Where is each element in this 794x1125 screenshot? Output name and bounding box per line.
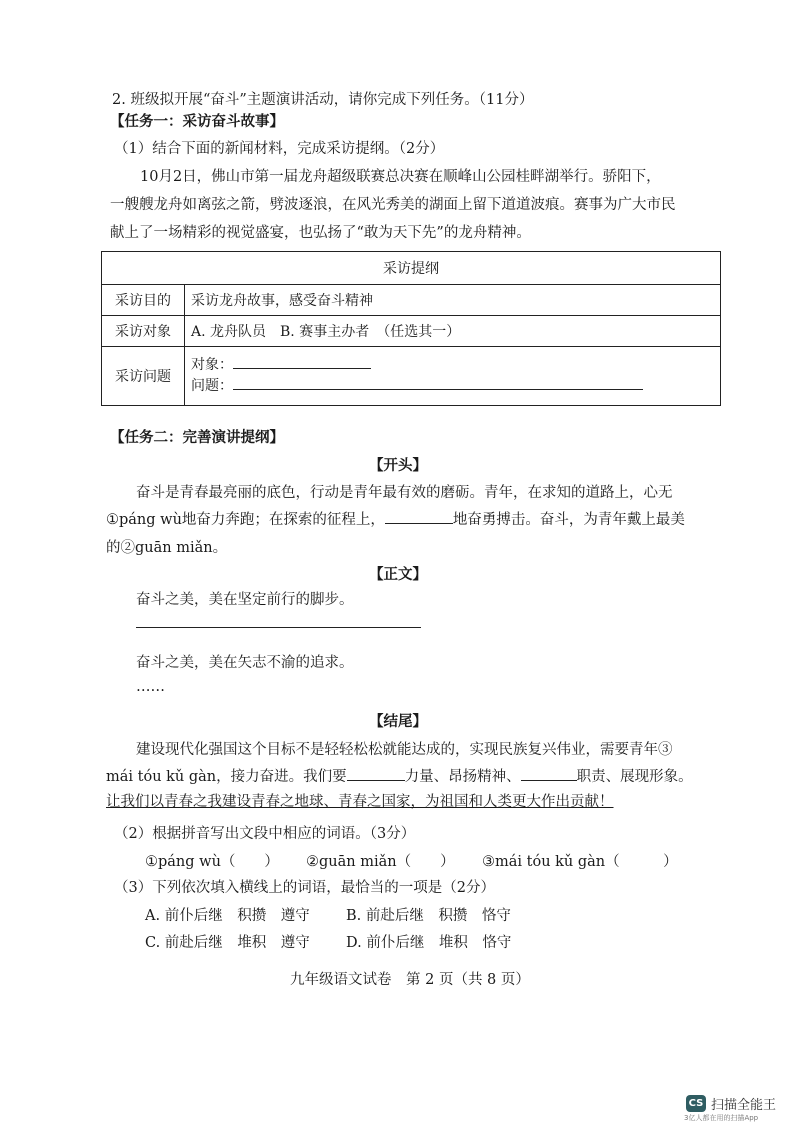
news-line-3: 献上了一场精彩的视觉盛宴，也弘扬了“敢为天下先”的龙舟精神。 bbox=[110, 225, 531, 241]
q2-item-1: ①páng wù（ ） bbox=[145, 854, 279, 870]
row-value-purpose: 采访龙舟故事，感受奋斗精神 bbox=[185, 285, 721, 316]
body-answer-line[interactable] bbox=[136, 627, 421, 628]
body-line-1: 奋斗之美，美在坚定前行的脚步。 bbox=[136, 592, 354, 608]
ending-line-2-part-b: 力量、昂扬精神、 bbox=[404, 769, 521, 785]
news-line-2: 一艘艘龙舟如离弦之箭，劈波逐浪，在风光秀美的湖面上留下道道波痕。赛事为广大市民 bbox=[110, 197, 676, 213]
page-footer: 九年级语文试卷 第 2 页（共 8 页） bbox=[290, 972, 530, 988]
row-value-target: A. 龙舟队员 B. 赛事主办者 （任选其一） bbox=[185, 316, 721, 347]
scanner-brand: 扫描全能王 bbox=[711, 1098, 777, 1113]
body-ellipsis: …… bbox=[136, 679, 165, 695]
opening-heading: 【开头】 bbox=[369, 457, 427, 474]
scanner-logo-icon: CS bbox=[686, 1095, 706, 1112]
ending-line-1: 建设现代化强国这个目标不是轻轻松松就能达成的，实现民族复兴伟业，需要青年③ bbox=[136, 742, 673, 758]
q2-item-2: ②guān miǎn（ ） bbox=[306, 854, 455, 870]
q3-option-a: A. 前仆后继 积攒 遵守 bbox=[145, 908, 310, 924]
opening-fill-blank[interactable] bbox=[385, 509, 453, 524]
row-label-target: 采访对象 bbox=[102, 316, 185, 347]
ending-fill-blank-1[interactable] bbox=[347, 766, 405, 781]
opening-line-2 bbox=[106, 508, 685, 529]
body-line-2: 奋斗之美，美在矢志不渝的追求。 bbox=[136, 655, 354, 671]
news-line-1: 10月2日，佛山市第一届龙舟超级联赛总决赛在顺峰山公园桂畔湖举行。骄阳下， bbox=[140, 169, 661, 185]
answer-question-row bbox=[191, 376, 714, 397]
ending-line-2-part-c: 职责、展现形象。 bbox=[576, 769, 693, 785]
opening-line-2-part-a: ①páng wù地奋力奔跑；在探索的征程上， bbox=[106, 512, 385, 528]
opening-line-2-part-b: 地奋勇搏击。奋斗，为青年戴上最美 bbox=[452, 512, 685, 528]
opening-line-3: 的②guān miǎn。 bbox=[106, 540, 228, 556]
ending-line-2-part-a: mái tóu kǔ gàn，接力奋进。我们要 bbox=[106, 769, 347, 785]
table-row bbox=[102, 347, 721, 406]
task1-subquestion: （1）结合下面的新闻材料，完成采访提纲。（2分） bbox=[114, 141, 445, 157]
task1-title: 【任务一：采访奋斗故事】 bbox=[110, 113, 284, 130]
answer-object-row bbox=[191, 355, 714, 376]
question-answer-blank[interactable] bbox=[233, 376, 643, 390]
question-label: 问题： bbox=[191, 378, 233, 394]
ending-fill-blank-2[interactable] bbox=[521, 766, 577, 781]
object-answer-blank[interactable] bbox=[233, 355, 371, 369]
ending-heading: 【结尾】 bbox=[369, 713, 427, 730]
table-title: 采访提纲 bbox=[102, 252, 721, 285]
row-label-questions: 采访问题 bbox=[102, 347, 185, 406]
body-heading: 【正文】 bbox=[369, 566, 427, 583]
table-row bbox=[102, 285, 721, 316]
interview-outline-table bbox=[101, 251, 721, 406]
q3-option-d: D. 前仆后继 堆积 恪守 bbox=[346, 935, 512, 951]
opening-line-1: 奋斗是青春最亮丽的底色，行动是青年最有效的磨砺。青年，在求知的道路上，心无 bbox=[136, 485, 673, 501]
ending-line-2 bbox=[106, 765, 693, 786]
q3-option-b: B. 前赴后继 积攒 恪守 bbox=[346, 908, 511, 924]
q3-text: （3）下列依次填入横线上的词语，最恰当的一项是（2分） bbox=[114, 880, 495, 896]
q2-text: （2）根据拼音写出文段中相应的词语。（3分） bbox=[114, 826, 416, 842]
task2-title: 【任务二：完善演讲提纲】 bbox=[110, 429, 284, 446]
q3-option-c: C. 前赴后继 堆积 遵守 bbox=[145, 935, 310, 951]
ending-line-3: 让我们以青春之我建设青春之地球、青春之国家，为祖国和人类更大作出贡献！ bbox=[106, 794, 614, 810]
table-row bbox=[102, 316, 721, 347]
row-label-purpose: 采访目的 bbox=[102, 285, 185, 316]
object-label: 对象： bbox=[191, 357, 233, 373]
scanner-tagline: 3亿人都在用的扫描App bbox=[684, 1114, 759, 1122]
q2-item-3: ③mái tóu kǔ gàn（ ） bbox=[482, 854, 678, 870]
question-heading: 2. 班级拟开展“奋斗”主题演讲活动，请你完成下列任务。（11分） bbox=[112, 92, 534, 108]
